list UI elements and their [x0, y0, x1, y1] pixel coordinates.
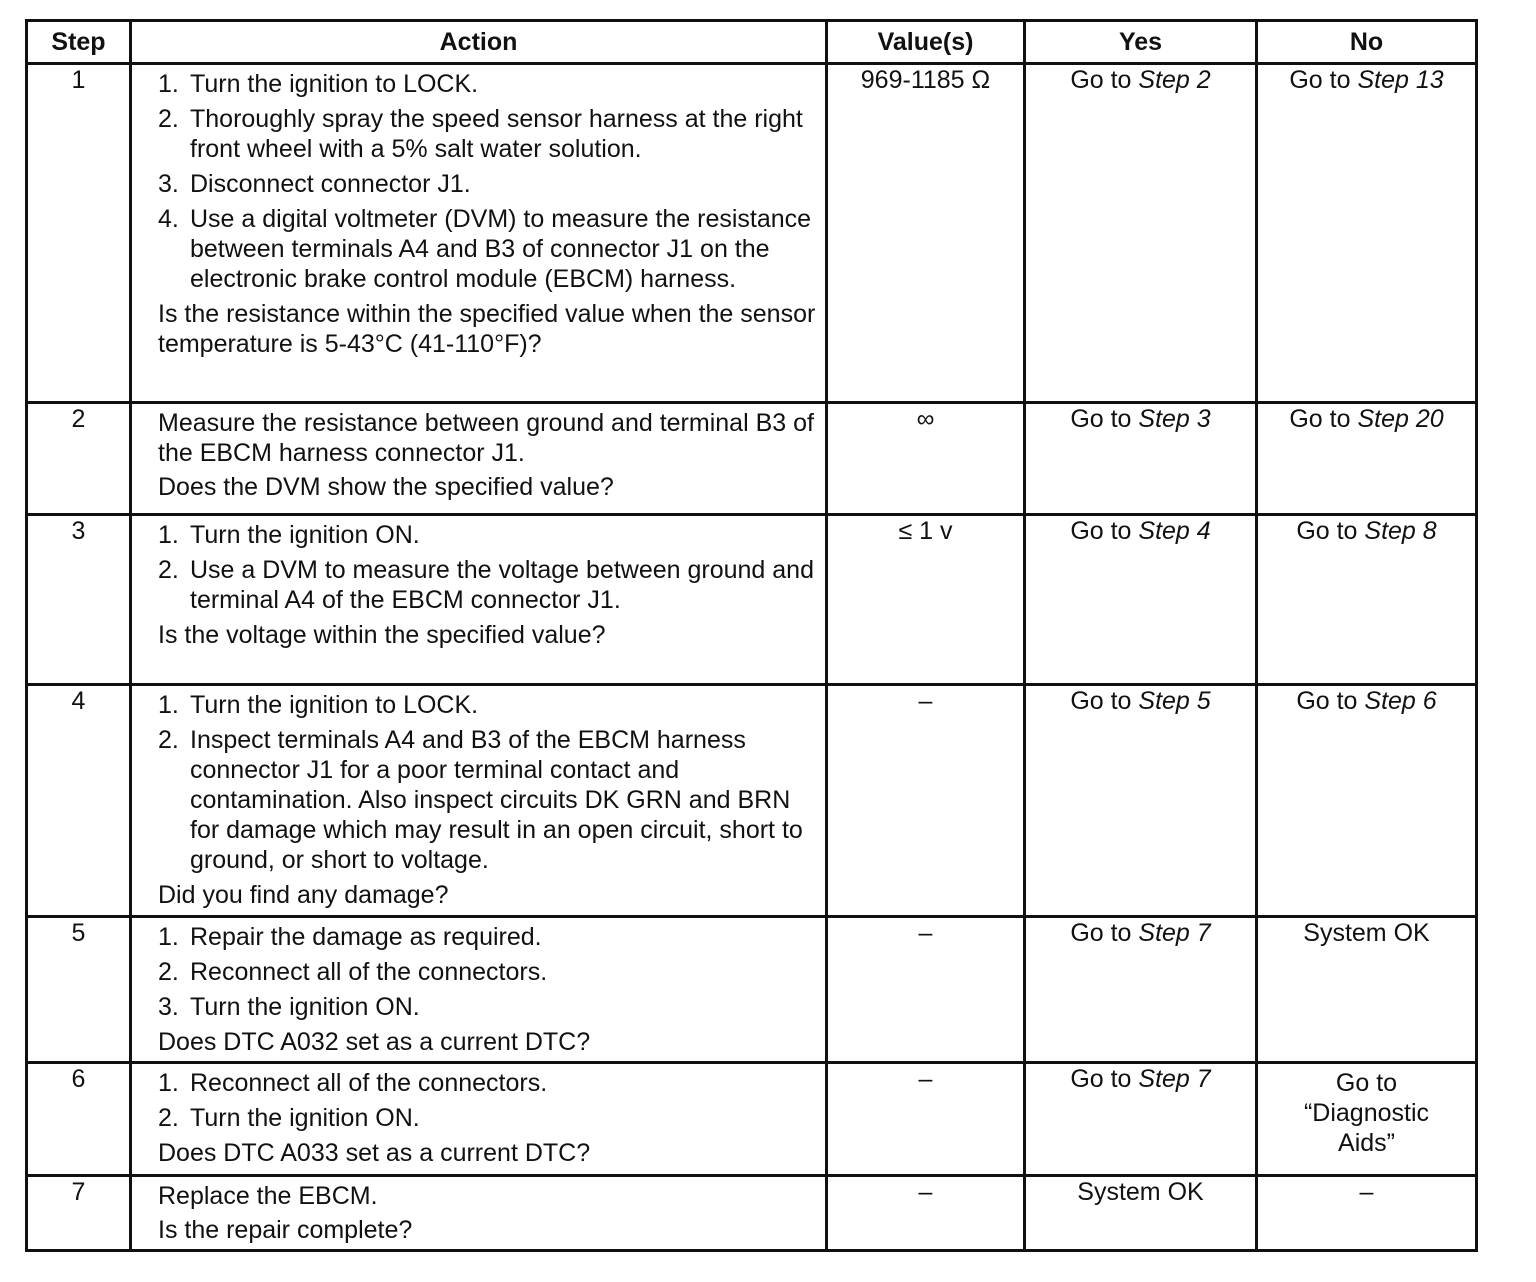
- value-cell: ≤ 1 v: [827, 515, 1025, 685]
- table-row: [27, 64, 1477, 403]
- table-row: [27, 1063, 1477, 1176]
- no-cell: Go to Step 20: [1257, 403, 1477, 515]
- header-step: Step: [27, 21, 131, 64]
- step-number: 7: [27, 1176, 131, 1251]
- diagnostic-table-container: [25, 19, 1478, 1252]
- action-question: Did you find any damage?: [158, 881, 449, 909]
- yes-cell: Go to Step 7: [1025, 1063, 1257, 1176]
- action-question: Is the resistance within the specified value when the sensor temperature is 5-43°C (41-110°F)?: [158, 300, 816, 358]
- step-link: Step 4: [1138, 517, 1211, 545]
- action-item: 2. Inspect terminals A4 and B3 of the EBCM harness connector J1 for a poor terminal contact and contamination. Also inspect circuits DK GRN and BRN for damage which may result in an open circuit, short to ground, or short to voltage.: [158, 726, 803, 874]
- step-link: Step 8: [1364, 517, 1437, 545]
- no-cell: –: [1257, 1176, 1477, 1251]
- action-cell: [131, 403, 827, 515]
- action-item: 3. Turn the ignition ON.: [158, 993, 420, 1021]
- table-row: [27, 1176, 1477, 1251]
- action-cell: [131, 685, 827, 917]
- action-cell: [131, 1176, 827, 1251]
- yes-cell: Go to Step 4: [1025, 515, 1257, 685]
- header-row: [27, 21, 1477, 64]
- action-item: 2. Use a DVM to measure the voltage between ground and terminal A4 of the EBCM connector J1.: [158, 556, 814, 614]
- step-number: 2: [27, 403, 131, 515]
- step-number: 6: [27, 1063, 131, 1176]
- action-text: Replace the EBCM.: [158, 1182, 378, 1210]
- no-cell: System OK: [1257, 917, 1477, 1063]
- step-number: 4: [27, 685, 131, 917]
- no-cell: Go to Step 8: [1257, 515, 1477, 685]
- step-link: Step 6: [1364, 687, 1437, 715]
- action-item: 4. Use a digital voltmeter (DVM) to measure the resistance between terminals A4 and B3 of connector J1 on the electronic brake control module (EBCM) harness.: [158, 205, 812, 293]
- action-item: 1. Turn the ignition to LOCK.: [158, 70, 479, 98]
- table-row: [27, 685, 1477, 917]
- action-question: Does DTC A032 set as a current DTC?: [158, 1028, 591, 1056]
- action-question: Is the voltage within the specified value?: [158, 621, 606, 649]
- no-line: “Diagnostic: [1303, 1099, 1430, 1127]
- step-link: Step 13: [1357, 66, 1444, 94]
- step-link: Step 3: [1138, 405, 1211, 433]
- action-item: 1. Reconnect all of the connectors.: [158, 1069, 548, 1097]
- yes-cell: Go to Step 7: [1025, 917, 1257, 1063]
- action-item: 2. Thoroughly spray the speed sensor harness at the right front wheel with a 5% salt water solution.: [158, 105, 803, 163]
- action-question: Does the DVM show the specified value?: [158, 473, 614, 501]
- action-cell: [131, 515, 827, 685]
- no-line: Aids”: [1338, 1129, 1395, 1157]
- action-question: Is the repair complete?: [158, 1216, 413, 1244]
- step-link: Step 7: [1138, 919, 1211, 947]
- diagnostic-table: [25, 19, 1478, 1252]
- step-number: 5: [27, 917, 131, 1063]
- yes-cell: Go to Step 2: [1025, 64, 1257, 403]
- yes-cell: Go to Step 5: [1025, 685, 1257, 917]
- step-link: Step 5: [1138, 687, 1211, 715]
- action-item: 2. Reconnect all of the connectors.: [158, 958, 548, 986]
- action-item: 2. Turn the ignition ON.: [158, 1104, 420, 1132]
- no-cell: Go to Step 6: [1257, 685, 1477, 917]
- yes-cell: Go to Step 3: [1025, 403, 1257, 515]
- value-cell: –: [827, 917, 1025, 1063]
- action-text: Measure the resistance between ground and terminal B3 of the EBCM harness connector J1.: [158, 409, 814, 467]
- value-cell: ∞: [827, 403, 1025, 515]
- action-question: Does DTC A033 set as a current DTC?: [158, 1139, 591, 1167]
- action-cell: [131, 64, 827, 403]
- table-row: [27, 917, 1477, 1063]
- action-item: 1. Repair the damage as required.: [158, 923, 542, 951]
- no-cell: Go to Step 13: [1257, 64, 1477, 403]
- header-action: Action: [131, 21, 827, 64]
- table-row: [27, 403, 1477, 515]
- step-link: Step 20: [1357, 405, 1444, 433]
- step-number: 1: [27, 64, 131, 403]
- step-number: 3: [27, 515, 131, 685]
- action-item: 1. Turn the ignition ON.: [158, 521, 420, 549]
- yes-cell: System OK: [1025, 1176, 1257, 1251]
- no-cell: [1257, 1063, 1477, 1176]
- action-item: 3. Disconnect connector J1.: [158, 170, 471, 198]
- value-cell: –: [827, 1176, 1025, 1251]
- step-link: Step 2: [1138, 66, 1211, 94]
- value-cell: 969-1185 Ω: [827, 64, 1025, 403]
- table-row: [27, 515, 1477, 685]
- header-no: No: [1257, 21, 1477, 64]
- step-link: Step 7: [1138, 1065, 1211, 1093]
- action-item: 1. Turn the ignition to LOCK.: [158, 691, 479, 719]
- action-cell: [131, 917, 827, 1063]
- no-line: Go to: [1335, 1069, 1398, 1097]
- value-cell: –: [827, 685, 1025, 917]
- header-yes: Yes: [1025, 21, 1257, 64]
- header-values: Value(s): [827, 21, 1025, 64]
- value-cell: –: [827, 1063, 1025, 1176]
- action-cell: [131, 1063, 827, 1176]
